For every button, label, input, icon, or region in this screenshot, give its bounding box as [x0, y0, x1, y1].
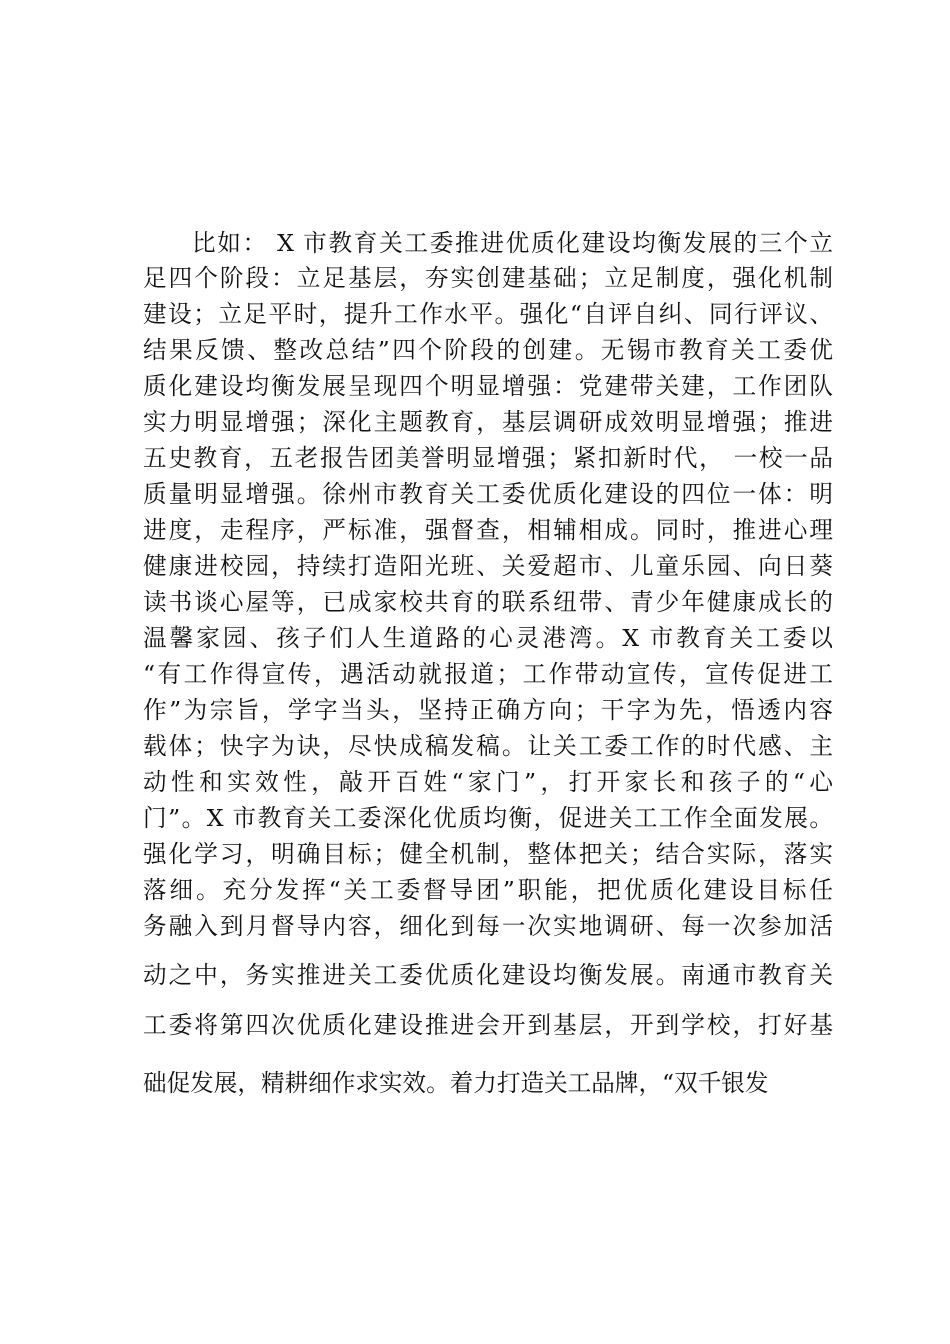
- paragraph-line: 动之中，务实推进关工委优质化建设均衡发展。南通市教育关: [143, 961, 833, 989]
- paragraph-line: 落细。充分发挥“关工委督导团”职能，把优质化建设目标任: [143, 876, 833, 904]
- paragraph-line: 温馨家园、孩子们人生道路的心灵港湾。X 市教育关工委以: [143, 624, 833, 652]
- paragraph-line: 强化学习，明确目标；健全机制，整体把关；结合实际，落实: [143, 840, 833, 868]
- paragraph-line: 足四个阶段：立足基层，夯实创建基础；立足制度，强化机制: [143, 264, 833, 292]
- paragraph-line: 质化建设均衡发展呈现四个明显增强：党建带关建，工作团队: [143, 372, 833, 400]
- paragraph-line: 读书谈心屋等，已成家校共育的联系纽带、青少年健康成长的: [143, 588, 833, 616]
- paragraph-line: 健康进校园，持续打造阳光班、关爱超市、儿童乐园、向日葵: [143, 552, 833, 580]
- paragraph-line: 比如： X 市教育关工委推进优质化建设均衡发展的三个立: [192, 229, 833, 257]
- paragraph-line: 作”为宗旨，学字当头，坚持正确方向；干字为先，悟透内容: [143, 696, 833, 724]
- paragraph-line: 质量明显增强。徐州市教育关工委优质化建设的四位一体：明: [143, 480, 833, 508]
- paragraph-line: 门”。X 市教育关工委深化优质均衡，促进关工工作全面发展。: [143, 804, 833, 832]
- paragraph-line: 五史教育，五老报告团美誉明显增强；紧扣新时代， 一校一品: [143, 444, 833, 472]
- paragraph-line: 进度，走程序，严标准，强督查，相辅相成。同时，推进心理: [143, 516, 833, 544]
- paragraph-line: 实力明显增强；深化主题教育，基层调研成效明显增强；推进: [143, 408, 833, 436]
- paragraph-line: 务融入到月督导内容，细化到每一次实地调研、每一次参加活: [143, 912, 833, 940]
- paragraph-line: “有工作得宣传，遇活动就报道；工作带动宣传，宣传促进工: [143, 660, 833, 688]
- paragraph-line: 础促发展，精耕细作求实效。着力打造关工品牌，“双千银发: [143, 1069, 769, 1097]
- paragraph-line: 动性和实效性，敲开百姓“家门”，打开家长和孩子的“心: [143, 768, 833, 796]
- paragraph-line: 结果反馈、整改总结”四个阶段的创建。无锡市教育关工委优: [143, 336, 833, 364]
- paragraph-line: 工委将第四次优质化建设推进会开到基层，开到学校，打好基: [143, 1011, 833, 1039]
- paragraph-line: 载体；快字为诀，尽快成稿发稿。让关工委工作的时代感、主: [143, 732, 833, 760]
- paragraph-line: 建设；立足平时，提升工作水平。强化“自评自纠、同行评议、: [143, 300, 833, 328]
